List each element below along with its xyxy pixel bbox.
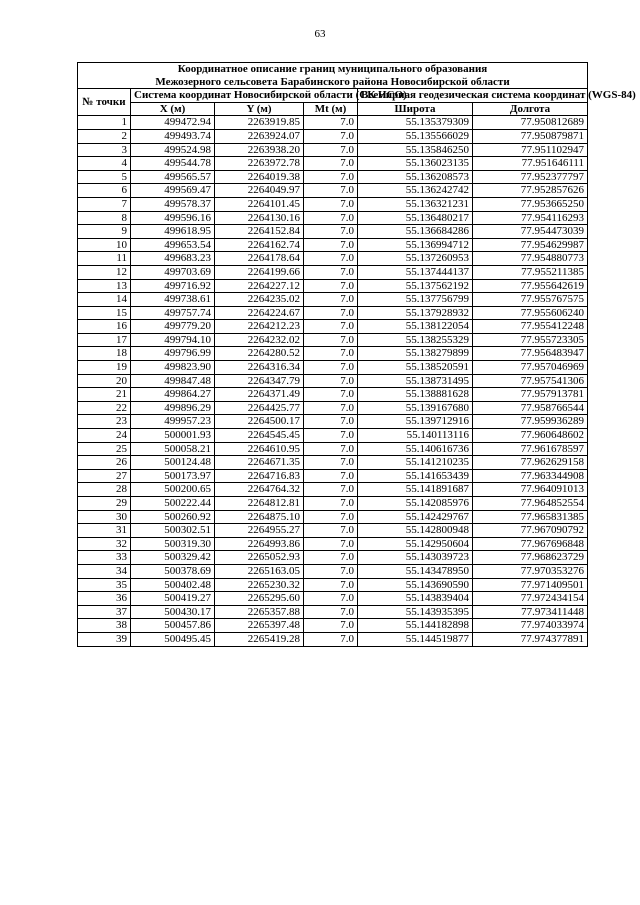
- cell-x: 500124.48: [131, 456, 215, 470]
- cell-x: 500430.17: [131, 605, 215, 619]
- cell-x: 500058.21: [131, 442, 215, 456]
- cell-point-number: 28: [78, 483, 131, 497]
- table-row: [78, 605, 588, 619]
- cell-longitude: 77.954473039: [473, 225, 588, 239]
- cell-x: 499847.48: [131, 374, 215, 388]
- cell-point-number: 13: [78, 279, 131, 293]
- cell-mt: 7.0: [304, 170, 358, 184]
- header-point-number: № точки: [78, 89, 131, 116]
- cell-point-number: 2: [78, 129, 131, 143]
- header-y: Y (м): [215, 102, 304, 116]
- cell-point-number: 34: [78, 564, 131, 578]
- table-row: [78, 592, 588, 606]
- table-row: [78, 564, 588, 578]
- cell-x: 500173.97: [131, 469, 215, 483]
- cell-x: 500260.92: [131, 510, 215, 524]
- cell-mt: 7.0: [304, 293, 358, 307]
- cell-latitude: 55.137562192: [358, 279, 473, 293]
- cell-longitude: 77.955723305: [473, 333, 588, 347]
- cell-mt: 7.0: [304, 347, 358, 361]
- cell-longitude: 77.955412248: [473, 320, 588, 334]
- cell-point-number: 38: [78, 619, 131, 633]
- cell-longitude: 77.964852554: [473, 497, 588, 511]
- cell-x: 500200.65: [131, 483, 215, 497]
- cell-y: 2264227.12: [215, 279, 304, 293]
- cell-point-number: 25: [78, 442, 131, 456]
- cell-mt: 7.0: [304, 320, 358, 334]
- cell-mt: 7.0: [304, 157, 358, 171]
- cell-mt: 7.0: [304, 551, 358, 565]
- cell-y: 2264280.52: [215, 347, 304, 361]
- cell-point-number: 39: [78, 632, 131, 646]
- cell-y: 2264101.45: [215, 197, 304, 211]
- cell-longitude: 77.955606240: [473, 306, 588, 320]
- table-row: [78, 184, 588, 198]
- cell-x: 500222.44: [131, 497, 215, 511]
- cell-mt: 7.0: [304, 578, 358, 592]
- cell-longitude: 77.973411448: [473, 605, 588, 619]
- header-latitude: Широта: [358, 102, 473, 116]
- cell-x: 499596.16: [131, 211, 215, 225]
- cell-point-number: 37: [78, 605, 131, 619]
- table-row: [78, 116, 588, 130]
- cell-point-number: 10: [78, 238, 131, 252]
- cell-latitude: 55.136994712: [358, 238, 473, 252]
- cell-point-number: 6: [78, 184, 131, 198]
- cell-latitude: 55.138122054: [358, 320, 473, 334]
- cell-point-number: 12: [78, 265, 131, 279]
- cell-x: 500495.45: [131, 632, 215, 646]
- cell-x: 499703.69: [131, 265, 215, 279]
- cell-point-number: 26: [78, 456, 131, 470]
- cell-longitude: 77.954629987: [473, 238, 588, 252]
- table-row: [78, 129, 588, 143]
- cell-longitude: 77.955642619: [473, 279, 588, 293]
- cell-longitude: 77.967696848: [473, 537, 588, 551]
- cell-mt: 7.0: [304, 497, 358, 511]
- header-longitude: Долгота: [473, 102, 588, 116]
- cell-mt: 7.0: [304, 632, 358, 646]
- cell-y: 2263919.85: [215, 116, 304, 130]
- table-row: [78, 211, 588, 225]
- cell-x: 499544.78: [131, 157, 215, 171]
- cell-x: 500378.69: [131, 564, 215, 578]
- title-line-1: Координатное описание границ муниципального образования: [177, 63, 488, 75]
- table-row: [78, 415, 588, 429]
- cell-mt: 7.0: [304, 361, 358, 375]
- cell-y: 2265397.48: [215, 619, 304, 633]
- table-row: [78, 632, 588, 646]
- cell-mt: 7.0: [304, 333, 358, 347]
- cell-latitude: 55.138731495: [358, 374, 473, 388]
- cell-latitude: 55.143478950: [358, 564, 473, 578]
- cell-latitude: 55.138279899: [358, 347, 473, 361]
- cell-mt: 7.0: [304, 184, 358, 198]
- cell-latitude: 55.138255329: [358, 333, 473, 347]
- cell-latitude: 55.139167680: [358, 401, 473, 415]
- cell-point-number: 36: [78, 592, 131, 606]
- cell-latitude: 55.137756799: [358, 293, 473, 307]
- table-row: [78, 333, 588, 347]
- cell-longitude: 77.974033974: [473, 619, 588, 633]
- cell-x: 499823.90: [131, 361, 215, 375]
- cell-point-number: 35: [78, 578, 131, 592]
- table-row: [78, 524, 588, 538]
- cell-mt: 7.0: [304, 306, 358, 320]
- table-row: [78, 401, 588, 415]
- cell-point-number: 33: [78, 551, 131, 565]
- cell-mt: 7.0: [304, 129, 358, 143]
- cell-x: 499683.23: [131, 252, 215, 266]
- cell-x: 499653.54: [131, 238, 215, 252]
- cell-mt: 7.0: [304, 456, 358, 470]
- cell-y: 2264199.66: [215, 265, 304, 279]
- cell-longitude: 77.955767575: [473, 293, 588, 307]
- table-row: [78, 265, 588, 279]
- cell-y: 2264232.02: [215, 333, 304, 347]
- cell-mt: 7.0: [304, 374, 358, 388]
- coordinates-table: [77, 62, 636, 647]
- cell-point-number: 9: [78, 225, 131, 239]
- cell-y: 2264671.35: [215, 456, 304, 470]
- cell-longitude: 77.958766544: [473, 401, 588, 415]
- cell-longitude: 77.957913781: [473, 388, 588, 402]
- cell-latitude: 55.139712916: [358, 415, 473, 429]
- cell-point-number: 19: [78, 361, 131, 375]
- cell-longitude: 77.974377891: [473, 632, 588, 646]
- cell-mt: 7.0: [304, 510, 358, 524]
- cell-y: 2264716.83: [215, 469, 304, 483]
- cell-longitude: 77.957046969: [473, 361, 588, 375]
- cell-y: 2264130.16: [215, 211, 304, 225]
- cell-mt: 7.0: [304, 483, 358, 497]
- cell-mt: 7.0: [304, 279, 358, 293]
- cell-mt: 7.0: [304, 442, 358, 456]
- cell-longitude: 77.951646111: [473, 157, 588, 171]
- cell-y: 2264500.17: [215, 415, 304, 429]
- cell-mt: 7.0: [304, 225, 358, 239]
- table-row: [78, 510, 588, 524]
- cell-y: 2264235.02: [215, 293, 304, 307]
- cell-longitude: 77.962629158: [473, 456, 588, 470]
- cell-x: 499738.61: [131, 293, 215, 307]
- header-mt: Mt (м): [304, 102, 358, 116]
- table-row: [78, 347, 588, 361]
- cell-longitude: 77.956483947: [473, 347, 588, 361]
- table-row: [78, 143, 588, 157]
- cell-latitude: 55.135379309: [358, 116, 473, 130]
- cell-x: 500402.48: [131, 578, 215, 592]
- cell-x: 499524.98: [131, 143, 215, 157]
- cell-y: 2264545.45: [215, 429, 304, 443]
- cell-latitude: 55.143839404: [358, 592, 473, 606]
- table-row: [78, 320, 588, 334]
- table-body: [78, 116, 588, 646]
- table-row: [78, 429, 588, 443]
- table-row: [78, 442, 588, 456]
- cell-x: 499565.57: [131, 170, 215, 184]
- cell-point-number: 7: [78, 197, 131, 211]
- cell-y: 2264212.23: [215, 320, 304, 334]
- cell-x: 499493.74: [131, 129, 215, 143]
- cell-longitude: 77.971409501: [473, 578, 588, 592]
- cell-x: 499716.92: [131, 279, 215, 293]
- cell-point-number: 14: [78, 293, 131, 307]
- cell-y: 2265163.05: [215, 564, 304, 578]
- cell-x: 499796.99: [131, 347, 215, 361]
- cell-point-number: 5: [78, 170, 131, 184]
- cell-latitude: 55.140113116: [358, 429, 473, 443]
- cell-y: 2265230.32: [215, 578, 304, 592]
- cell-mt: 7.0: [304, 469, 358, 483]
- cell-longitude: 77.952857626: [473, 184, 588, 198]
- cell-x: 500302.51: [131, 524, 215, 538]
- cell-longitude: 77.951102947: [473, 143, 588, 157]
- cell-longitude: 77.972434154: [473, 592, 588, 606]
- table-row: [78, 551, 588, 565]
- cell-longitude: 77.950812689: [473, 116, 588, 130]
- page-number: 63: [314, 28, 326, 40]
- cell-longitude: 77.954880773: [473, 252, 588, 266]
- title-line-2: Межозерного сельсовета Барабинского района Новосибирской области: [155, 75, 510, 88]
- cell-y: 2265052.93: [215, 551, 304, 565]
- cell-y: 2265357.88: [215, 605, 304, 619]
- cell-y: 2264425.77: [215, 401, 304, 415]
- cell-latitude: 55.136242742: [358, 184, 473, 198]
- table-row: [78, 361, 588, 375]
- cell-latitude: 55.140616736: [358, 442, 473, 456]
- table-row: [78, 388, 588, 402]
- cell-y: 2264955.27: [215, 524, 304, 538]
- cell-latitude: 55.136208573: [358, 170, 473, 184]
- cell-latitude: 55.137260953: [358, 252, 473, 266]
- cell-mt: 7.0: [304, 524, 358, 538]
- cell-point-number: 3: [78, 143, 131, 157]
- cell-y: 2264224.67: [215, 306, 304, 320]
- cell-y: 2263972.78: [215, 157, 304, 171]
- cell-latitude: 55.136023135: [358, 157, 473, 171]
- cell-point-number: 30: [78, 510, 131, 524]
- table-row: [78, 469, 588, 483]
- cell-y: 2264178.64: [215, 252, 304, 266]
- cell-latitude: 55.143935395: [358, 605, 473, 619]
- header-local-system: Система координат Новосибирской области (СК НСО): [131, 89, 358, 103]
- cell-y: 2264764.32: [215, 483, 304, 497]
- cell-y: 2264610.95: [215, 442, 304, 456]
- table-row: [78, 252, 588, 266]
- cell-latitude: 55.144182898: [358, 619, 473, 633]
- cell-x: 500001.93: [131, 429, 215, 443]
- cell-y: 2264993.86: [215, 537, 304, 551]
- cell-mt: 7.0: [304, 388, 358, 402]
- cell-x: 499864.27: [131, 388, 215, 402]
- cell-mt: 7.0: [304, 265, 358, 279]
- cell-longitude: 77.950879871: [473, 129, 588, 143]
- cell-mt: 7.0: [304, 429, 358, 443]
- table-row: [78, 537, 588, 551]
- table-row: [78, 170, 588, 184]
- cell-latitude: 55.138520591: [358, 361, 473, 375]
- cell-longitude: 77.970353276: [473, 564, 588, 578]
- cell-mt: 7.0: [304, 537, 358, 551]
- cell-x: 499957.23: [131, 415, 215, 429]
- cell-y: 2264162.74: [215, 238, 304, 252]
- cell-y: 2263938.20: [215, 143, 304, 157]
- cell-x: 499794.10: [131, 333, 215, 347]
- cell-longitude: 77.963344908: [473, 469, 588, 483]
- cell-x: 500457.86: [131, 619, 215, 633]
- header-x: X (м): [131, 102, 215, 116]
- cell-latitude: 55.142950604: [358, 537, 473, 551]
- cell-mt: 7.0: [304, 605, 358, 619]
- cell-latitude: 55.137444137: [358, 265, 473, 279]
- cell-latitude: 55.142085976: [358, 497, 473, 511]
- cell-latitude: 55.138881628: [358, 388, 473, 402]
- cell-latitude: 55.143039723: [358, 551, 473, 565]
- cell-point-number: 31: [78, 524, 131, 538]
- table-title: [78, 63, 588, 89]
- cell-mt: 7.0: [304, 211, 358, 225]
- cell-latitude: 55.144519877: [358, 632, 473, 646]
- cell-y: 2264019.38: [215, 170, 304, 184]
- cell-mt: 7.0: [304, 143, 358, 157]
- cell-longitude: 77.964091013: [473, 483, 588, 497]
- cell-y: 2264316.34: [215, 361, 304, 375]
- cell-point-number: 24: [78, 429, 131, 443]
- cell-longitude: 77.957541306: [473, 374, 588, 388]
- cell-point-number: 22: [78, 401, 131, 415]
- cell-latitude: 55.141891687: [358, 483, 473, 497]
- cell-longitude: 77.952377797: [473, 170, 588, 184]
- cell-mt: 7.0: [304, 415, 358, 429]
- cell-point-number: 16: [78, 320, 131, 334]
- cell-latitude: 55.141210235: [358, 456, 473, 470]
- cell-latitude: 55.137928932: [358, 306, 473, 320]
- cell-longitude: 77.959936289: [473, 415, 588, 429]
- cell-point-number: 15: [78, 306, 131, 320]
- table-row: [78, 497, 588, 511]
- table-row: [78, 578, 588, 592]
- cell-mt: 7.0: [304, 592, 358, 606]
- cell-x: 499569.47: [131, 184, 215, 198]
- cell-y: 2264812.81: [215, 497, 304, 511]
- cell-point-number: 8: [78, 211, 131, 225]
- cell-mt: 7.0: [304, 619, 358, 633]
- cell-y: 2264049.97: [215, 184, 304, 198]
- cell-latitude: 55.136684286: [358, 225, 473, 239]
- cell-longitude: 77.953665250: [473, 197, 588, 211]
- cell-latitude: 55.142429767: [358, 510, 473, 524]
- cell-y: 2264875.10: [215, 510, 304, 524]
- cell-longitude: 77.960648602: [473, 429, 588, 443]
- cell-longitude: 77.965831385: [473, 510, 588, 524]
- table-row: [78, 483, 588, 497]
- cell-x: 499896.29: [131, 401, 215, 415]
- cell-x: 499779.20: [131, 320, 215, 334]
- cell-point-number: 29: [78, 497, 131, 511]
- cell-point-number: 4: [78, 157, 131, 171]
- cell-latitude: 55.136480217: [358, 211, 473, 225]
- cell-longitude: 77.967090792: [473, 524, 588, 538]
- table-row: [78, 197, 588, 211]
- cell-latitude: 55.143690590: [358, 578, 473, 592]
- cell-latitude: 55.136321231: [358, 197, 473, 211]
- cell-x: 500329.42: [131, 551, 215, 565]
- cell-latitude: 55.135846250: [358, 143, 473, 157]
- cell-point-number: 32: [78, 537, 131, 551]
- cell-mt: 7.0: [304, 116, 358, 130]
- cell-mt: 7.0: [304, 238, 358, 252]
- cell-longitude: 77.968623729: [473, 551, 588, 565]
- cell-x: 500419.27: [131, 592, 215, 606]
- cell-longitude: 77.961678597: [473, 442, 588, 456]
- cell-point-number: 23: [78, 415, 131, 429]
- table-row: [78, 374, 588, 388]
- table-row: [78, 225, 588, 239]
- cell-y: 2264371.49: [215, 388, 304, 402]
- cell-point-number: 20: [78, 374, 131, 388]
- cell-mt: 7.0: [304, 564, 358, 578]
- table-row: [78, 157, 588, 171]
- cell-y: 2263924.07: [215, 129, 304, 143]
- cell-mt: 7.0: [304, 252, 358, 266]
- cell-longitude: 77.955211385: [473, 265, 588, 279]
- cell-y: 2265295.60: [215, 592, 304, 606]
- cell-longitude: 77.954116293: [473, 211, 588, 225]
- cell-y: 2265419.28: [215, 632, 304, 646]
- cell-latitude: 55.141653439: [358, 469, 473, 483]
- table-row: [78, 619, 588, 633]
- cell-y: 2264347.79: [215, 374, 304, 388]
- cell-point-number: 11: [78, 252, 131, 266]
- cell-point-number: 27: [78, 469, 131, 483]
- cell-x: 500319.30: [131, 537, 215, 551]
- cell-mt: 7.0: [304, 197, 358, 211]
- header-wgs-system: Всемирная геодезическая система координат (WGS-84): [358, 89, 588, 103]
- table-row: [78, 293, 588, 307]
- table-row: [78, 238, 588, 252]
- cell-x: 499472.94: [131, 116, 215, 130]
- cell-latitude: 55.135566029: [358, 129, 473, 143]
- cell-point-number: 1: [78, 116, 131, 130]
- cell-point-number: 18: [78, 347, 131, 361]
- cell-point-number: 21: [78, 388, 131, 402]
- cell-mt: 7.0: [304, 401, 358, 415]
- cell-latitude: 55.142800948: [358, 524, 473, 538]
- cell-point-number: 17: [78, 333, 131, 347]
- table-row: [78, 279, 588, 293]
- cell-x: 499578.37: [131, 197, 215, 211]
- cell-x: 499757.74: [131, 306, 215, 320]
- table-row: [78, 456, 588, 470]
- cell-y: 2264152.84: [215, 225, 304, 239]
- cell-x: 499618.95: [131, 225, 215, 239]
- table-row: [78, 306, 588, 320]
